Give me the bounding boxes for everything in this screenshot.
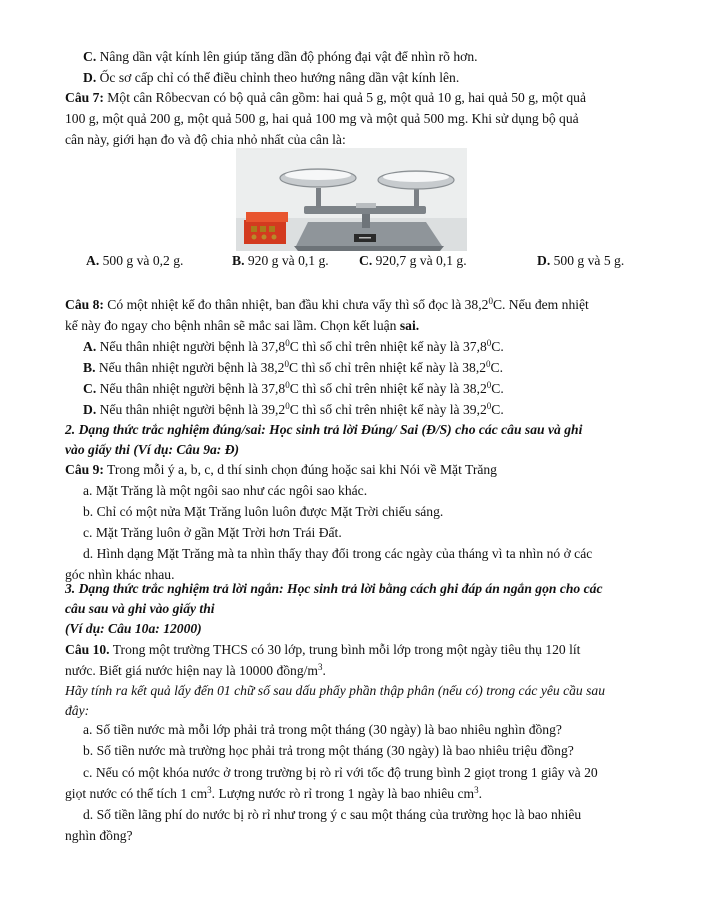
q9-item-a: a. Mặt Trăng là một ngôi sao như các ngôi sao khác. xyxy=(83,483,368,498)
section-2-heading-2: vào giấy thi (Ví dụ: Câu 9a: Đ) xyxy=(65,442,240,457)
q7-option-c: C. 920,7 g và 0,1 g. xyxy=(359,253,467,268)
q10-item-d-cont: nghìn đồng? xyxy=(65,828,133,843)
q10-item-c: c. Nếu có một khóa nước ở trong trường bị rò rỉ với tốc độ trung bình 2 giọt trong 1 giây và 20 xyxy=(83,765,598,780)
q10-instruction-2: đây: xyxy=(65,703,90,718)
question-7-line-2: 100 g, một quả 200 g, một quả 500 g, hai quả 100 mg và một quả 500 mg. Khi sử dụng bộ quả xyxy=(65,111,579,126)
question-9-intro: Câu 9: Trong mỗi ý a, b, c, d thí sinh chọn đúng hoặc sai khi Nói về Mặt Trăng xyxy=(65,462,497,477)
section-3-example: (Ví dụ: Câu 10a: 12000) xyxy=(65,621,202,636)
q8-option-d: D. Nếu thân nhiệt người bệnh là 39,2$^0$C thì số chỉ trên nhiệt kế này là 39,2$^0$C. xyxy=(83,401,504,417)
q8-option-c: C. Nếu thân nhiệt người bệnh là 37,8$^0$C thì số chỉ trên nhiệt kế này là 38,2$^0$C. xyxy=(83,380,504,396)
roberval-balance-image xyxy=(236,148,467,251)
q7-options xyxy=(0,251,714,270)
q7-option-b: B. 920 g và 0,1 g. xyxy=(232,253,329,268)
question-8-line-2: kế này đo ngay cho bệnh nhân sẽ mắc sai lầm. Chọn kết luận sai. xyxy=(65,318,420,333)
q7-option-a: A. 500 g và 0,2 g. xyxy=(86,253,184,268)
q10-item-d: d. Số tiền lãng phí do nước bị rò rỉ như trong ý c sau một tháng của trường học là bao nhiêu xyxy=(83,807,582,822)
question-10-line-2: nước. Biết giá nước hiện nay là 10000 đồng/$m^3$. xyxy=(65,662,326,678)
q9-item-d: d. Hình dạng Mặt Trăng mà ta nhìn thấy thay đổi trong các ngày của tháng vì ta nhìn nó ở các xyxy=(83,546,593,561)
section-3-heading-2: câu sau và ghi vào giấy thi xyxy=(65,601,215,616)
q10-instruction: Hãy tính ra kết quả lấy đến 01 chữ số sau dấu phẩy phần thập phân (nếu có) trong các yêu cầu sau xyxy=(65,683,605,698)
q8-option-a: A. Nếu thân nhiệt người bệnh là 37,8$^0$C thì số chỉ trên nhiệt kế này là 37,8$^0$C. xyxy=(83,338,504,354)
q10-item-a: a. Số tiền nước mà mỗi lớp phải trả trong một tháng (30 ngày) là bao nhiêu nghìn đồng? xyxy=(83,722,562,737)
q9-item-d-cont: góc nhìn khác nhau. xyxy=(65,567,175,582)
option-d: D. Ốc sơ cấp chỉ có thể điều chỉnh theo hướng nâng dần vật kính lên. xyxy=(83,70,460,85)
q9-item-b: b. Chỉ có một nửa Mặt Trăng luôn luôn được Mặt Trời chiếu sáng. xyxy=(83,504,444,519)
section-3-heading: 3. Dạng thức trắc nghiệm trả lời ngắn: Học sinh trả lời bằng cách ghi đáp án ngắn gọn cho các xyxy=(65,581,603,596)
q10-item-c-cont: giọt nước có thể tích 1 $cm^3$. Lượng nước rò rỉ trong 1 ngày là bao nhiêu $cm^3$. xyxy=(65,785,482,801)
section-2-heading: 2. Dạng thức trắc nghiệm đúng/sai: Học sinh trả lời Đúng/ Sai (Đ/S) cho các câu sau và ghi xyxy=(65,422,583,437)
question-10-intro: Câu 10. Trong một trường THCS có 30 lớp, trung bình mỗi lớp trong một ngày tiêu thụ 120 lít xyxy=(65,642,581,657)
q8-option-b: B. Nếu thân nhiệt người bệnh là 38,2$^0$C thì số chỉ trên nhiệt kế này là 38,2$^0$C. xyxy=(83,359,503,375)
option-c: C. Nâng dần vật kính lên giúp tăng dần độ phóng đại vật để nhìn rõ hơn. xyxy=(83,49,478,64)
question-7-intro: Câu 7: Một cân Rôbecvan có bộ quả cân gồm: hai quả 5 g, một quả 10 g, hai quả 50 g, một quả xyxy=(65,90,586,105)
question-7-line-3: cân này, giới hạn đo và độ chia nhỏ nhất của cân là: xyxy=(65,132,346,147)
q7-option-d: D. 500 g và 5 g. xyxy=(537,253,625,268)
q9-item-c: c. Mặt Trăng luôn ở gần Mặt Trời hơn Trái Đất. xyxy=(83,525,342,540)
q10-item-b: b. Số tiền nước mà trường học phải trả trong một tháng (30 ngày) là bao nhiêu triệu đồng? xyxy=(83,743,574,758)
question-8-intro: Câu 8: Có một nhiệt kế đo thân nhiệt, ban đầu khi chưa vẩy thì số đọc là 38,2$^0$C. Nếu đem nhiệt xyxy=(65,296,589,312)
